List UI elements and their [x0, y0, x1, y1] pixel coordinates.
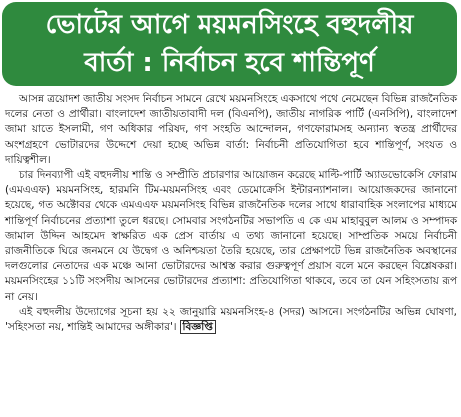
article-paragraph-3-text: এই বহুদলীয় উদ্যোগের সূচনা হয় ২২ জানুয়ারি ময়মনসিংহ-৪ (সদর) আসনে। সংগঠনটির অভিন্ন ঘোষণা, 'সহিংসতা নয়, শান্তিই আমাদের অঙ্গীকার'।	[5, 305, 457, 334]
article-body	[5, 92, 457, 335]
sign-off-label: বিজ্ঞপ্তি	[180, 320, 216, 334]
article-paragraph-2: চার দিনব্যাপী এই বহুদলীয় শান্তি ও সম্প্রীতি প্রচারণার আয়োজন করেছে মাল্টি-পার্টি অ্যাডভোকেসি ফোরাম (এমএএফ) ময়মনসিংহ, হারমনি টিম-ময়মনসিংহ এবং ডেমোক্রেসি ইন্টারন্যাশনাল। আয়োজকদের জানানো হয়েছে, গত অক্টোবর থেকে এমএএফ ময়মনসিংহ বিভিন্ন রাজনৈতিক দলের সাথে ধারাবাহিক সংলাপের মাধ্যমে শান্তিপূর্ণ নির্বাচনের প্রত্যাশা তুলে ধরছে। সোমবার সংগঠনটির সভাপতি এ কে এম মাহাবুবুল আলম ও সম্পাদক জামাল উদ্দিন আহমেদ স্বাক্ষরিত এক প্রেস বার্তায় এ তথ্য জানানো হয়েছে। সাম্প্রতিক সময়ে নির্বাচনী রাজনীতিকে ঘিরে জনমনে যে উদ্বেগ ও অনিশ্চয়তা তৈরি হয়েছে, তার প্রেক্ষাপটে ভিন্ন রাজনৈতিক অবস্থানের দলগুলোর নেতাদের এক মঞ্চে আনা ভোটারদের আশ্বস্ত করার গুরুত্বপূর্ণ প্রয়াস বলে মনে করছেন বিশ্লেষকরা। ময়মনসিংহের ১১টি সংসদীয় আসনের ভোটারদের প্রত্যাশা: প্রতিযোগিতা থাকবে, তবে তা যেন সহিংসতায় রূপ না নেয়।	[5, 169, 457, 303]
article-paragraph-3	[5, 305, 457, 335]
headline-line-2: বার্তা : নির্বাচন হবে শান্তিপূর্ণ	[84, 48, 375, 78]
article-paragraph-1: আসন্ন ত্রয়োদশ জাতীয় সংসদ নির্বাচন সামনে রেখে ময়মনসিংহে একসাথে পথে নেমেছেন বিভিন্ন রাজনৈতিক দলের নেতা ও প্রার্থীরা। বাংলাদেশ জাতীয়তাবাদী দল (বিএনপি), জাতীয় নাগরিক পার্টি (এনসিপি), বাংলাদেশ জামা য়াতে ইসলামী, গণ অধিকার পরিষদ, গণ সংহতি আন্দোলন, গণফোরামসহ অন্যান্য স্বতন্ত্র প্রার্থীদের অংশগ্রহণে ভোটারদের উদ্দেশে দেয়া হচ্ছে অভিন্ন বার্তা: নির্বাচনী প্রতিযোগিতা হবে শান্তিপূর্ণ, সংযত ও দায়িত্বশীল।	[5, 93, 457, 166]
headline-banner	[2, 2, 457, 86]
headline-line-1: ভোটের আগে ময়মনসিংহে বহুদলীয়	[45, 10, 414, 40]
